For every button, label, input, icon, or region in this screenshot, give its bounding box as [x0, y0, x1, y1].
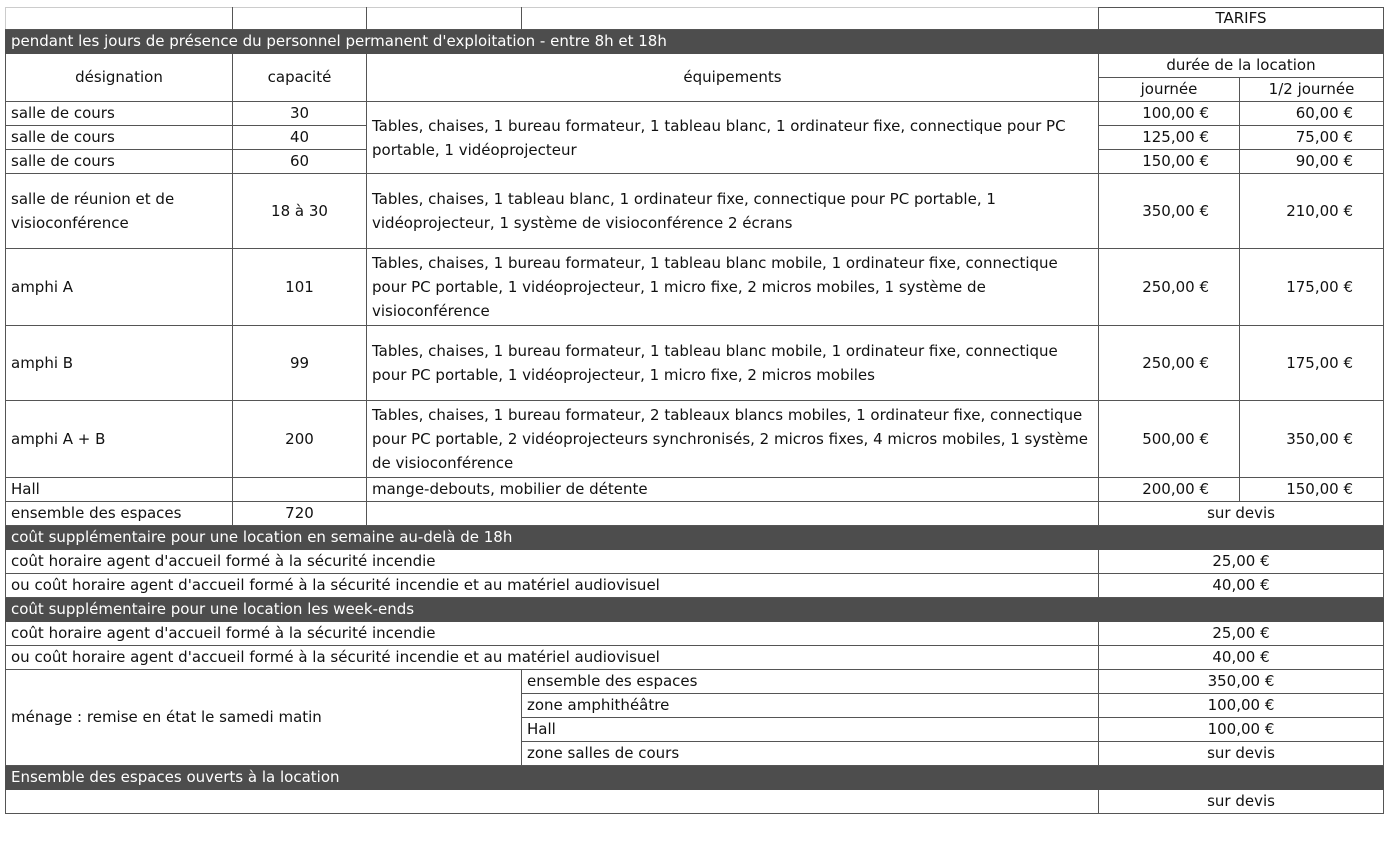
header-row — [6, 8, 1384, 30]
table-row — [6, 478, 1384, 502]
menage-price: 100,00 € — [1099, 718, 1384, 742]
menage-label: ménage : remise en état le samedi matin — [6, 670, 522, 766]
final-price: sur devis — [1099, 790, 1384, 814]
price-day: 350,00 € — [1099, 174, 1240, 249]
price-half-day: 150,00 € — [1240, 478, 1384, 502]
fee-label: coût horaire agent d'accueil formé à la sécurité incendie — [6, 550, 1099, 574]
room-equipment: mange-debouts, mobilier de détente — [367, 478, 1099, 502]
price-half-day: 60,00 € — [1240, 102, 1384, 126]
section-band — [6, 598, 1384, 622]
table-row — [6, 574, 1384, 598]
section-all-spaces: Ensemble des espaces ouverts à la location — [6, 766, 1384, 790]
section-weekends: coût supplémentaire pour une location les week-ends — [6, 598, 1384, 622]
col-journee: journée — [1099, 78, 1240, 102]
room-name: amphi A — [6, 249, 233, 326]
table-row — [6, 622, 1384, 646]
section-band — [6, 526, 1384, 550]
room-capacity: 60 — [233, 150, 367, 174]
classrooms-equipment: Tables, chaises, 1 bureau formateur, 1 tableau blanc, 1 ordinateur fixe, connectique pour PC portable, 1 vidéoprojecteur — [367, 102, 1099, 174]
price-day: 200,00 € — [1099, 478, 1240, 502]
ensemble-name: ensemble des espaces — [6, 502, 233, 526]
table-row — [6, 174, 1384, 249]
blank-cell — [6, 790, 1099, 814]
price-day: 100,00 € — [1099, 102, 1240, 126]
menage-price: sur devis — [1099, 742, 1384, 766]
tarifs-header: TARIFS — [1099, 8, 1384, 30]
fee-price: 25,00 € — [1099, 550, 1384, 574]
room-name: salle de cours — [6, 102, 233, 126]
menage-zone: zone amphithéâtre — [522, 694, 1099, 718]
room-name: salle de réunion et de visioconférence — [6, 174, 233, 249]
blank-cell — [522, 8, 1099, 30]
price-day: 250,00 € — [1099, 249, 1240, 326]
room-capacity: 30 — [233, 102, 367, 126]
room-capacity: 101 — [233, 249, 367, 326]
table-row — [6, 249, 1384, 326]
fee-price: 40,00 € — [1099, 646, 1384, 670]
room-capacity: 200 — [233, 401, 367, 478]
blank-cell — [6, 8, 233, 30]
table-row — [6, 326, 1384, 401]
price-half-day: 350,00 € — [1240, 401, 1384, 478]
room-equipment: Tables, chaises, 1 bureau formateur, 2 tableaux blancs mobiles, 1 ordinateur fixe, connectique pour PC portable, 2 vidéoprojecteurs synchronisés, 2 micros fixes, 4 micros mobiles, 1 système de visioconférence — [367, 401, 1099, 478]
menage-zone: Hall — [522, 718, 1099, 742]
col-designation: désignation — [6, 54, 233, 102]
room-name: salle de cours — [6, 150, 233, 174]
price-day: 125,00 € — [1099, 126, 1240, 150]
table-row — [6, 670, 1384, 694]
col-demi-journee: 1/2 journée — [1240, 78, 1384, 102]
price-half-day: 75,00 € — [1240, 126, 1384, 150]
col-duree: durée de la location — [1099, 54, 1384, 78]
room-name: amphi A + B — [6, 401, 233, 478]
price-half-day: 90,00 € — [1240, 150, 1384, 174]
section-band — [6, 30, 1384, 54]
room-name: Hall — [6, 478, 233, 502]
table-row — [6, 502, 1384, 526]
room-capacity — [233, 478, 367, 502]
section-weekday-presence: pendant les jours de présence du personnel permanent d'exploitation - entre 8h et 18h — [6, 30, 1384, 54]
table-row — [6, 790, 1384, 814]
table-row — [6, 102, 1384, 126]
menage-price: 100,00 € — [1099, 694, 1384, 718]
room-capacity: 99 — [233, 326, 367, 401]
price-half-day: 175,00 € — [1240, 249, 1384, 326]
blank-cell — [233, 8, 367, 30]
fee-price: 40,00 € — [1099, 574, 1384, 598]
pricing-table — [5, 7, 1384, 814]
section-band — [6, 766, 1384, 790]
room-capacity: 40 — [233, 126, 367, 150]
table-row — [6, 401, 1384, 478]
price-day: 500,00 € — [1099, 401, 1240, 478]
table-row — [6, 550, 1384, 574]
room-name: salle de cours — [6, 126, 233, 150]
fee-label: ou coût horaire agent d'accueil formé à la sécurité incendie et au matériel audiovisuel — [6, 646, 1099, 670]
room-equipment: Tables, chaises, 1 bureau formateur, 1 tableau blanc mobile, 1 ordinateur fixe, connectique pour PC portable, 1 vidéoprojecteur, 1 micro fixe, 2 micros mobiles, 1 système de visioconférence — [367, 249, 1099, 326]
fee-label: coût horaire agent d'accueil formé à la sécurité incendie — [6, 622, 1099, 646]
col-equipements: équipements — [367, 54, 1099, 102]
blank-cell — [367, 502, 1099, 526]
room-equipment: Tables, chaises, 1 tableau blanc, 1 ordinateur fixe, connectique pour PC portable, 1 vidéoprojecteur, 1 système de visioconférence 2 écrans — [367, 174, 1099, 249]
menage-zone: ensemble des espaces — [522, 670, 1099, 694]
price-day: 250,00 € — [1099, 326, 1240, 401]
price-half-day: 210,00 € — [1240, 174, 1384, 249]
fee-label: ou coût horaire agent d'accueil formé à la sécurité incendie et au matériel audiovisuel — [6, 574, 1099, 598]
blank-cell — [367, 8, 522, 30]
menage-zone: zone salles de cours — [522, 742, 1099, 766]
room-capacity: 18 à 30 — [233, 174, 367, 249]
menage-price: 350,00 € — [1099, 670, 1384, 694]
section-after-18h: coût supplémentaire pour une location en semaine au-delà de 18h — [6, 526, 1384, 550]
ensemble-price: sur devis — [1099, 502, 1384, 526]
col-capacite: capacité — [233, 54, 367, 102]
room-name: amphi B — [6, 326, 233, 401]
column-header-row — [6, 54, 1384, 78]
fee-price: 25,00 € — [1099, 622, 1384, 646]
ensemble-capacity: 720 — [233, 502, 367, 526]
room-equipment: Tables, chaises, 1 bureau formateur, 1 tableau blanc mobile, 1 ordinateur fixe, connectique pour PC portable, 1 vidéoprojecteur, 1 micro fixe, 2 micros mobiles — [367, 326, 1099, 401]
price-half-day: 175,00 € — [1240, 326, 1384, 401]
table-row — [6, 646, 1384, 670]
price-day: 150,00 € — [1099, 150, 1240, 174]
